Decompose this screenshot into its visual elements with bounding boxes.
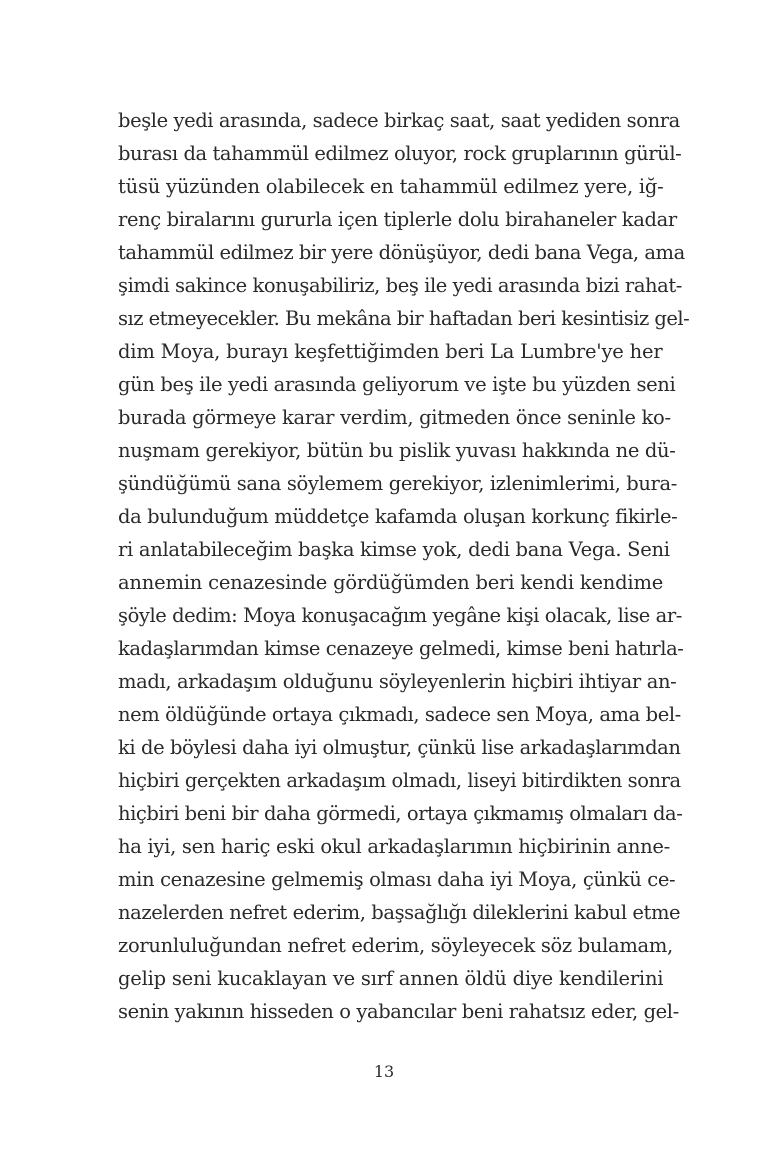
page-number: 13 bbox=[373, 1062, 395, 1081]
text-line: dim Moya, burayı keşfettiğimden beri La Lumbre'ye her bbox=[118, 340, 663, 363]
text-line: nuşmam gerekiyor, bütün bu pislik yuvası hakkında ne dü- bbox=[118, 439, 676, 462]
text-line: nazelerden nefret ederim, başsağlığı dileklerini kabul etme bbox=[118, 901, 681, 924]
text-line: nem öldüğünde ortaya çıkmadı, sadece sen Moya, ama bel- bbox=[118, 703, 681, 726]
text-line: sız etmeyecekler. Bu mekâna bir haftadan beri kesintisiz gel- bbox=[118, 307, 690, 330]
text-line: şöyle dedim: Moya konuşacağım yegâne kişi olacak, lise ar- bbox=[118, 604, 682, 627]
text-line: senin yakının hisseden o yabancılar beni rahatsız eder, gel- bbox=[118, 1000, 679, 1023]
text-line: ri anlatabileceğim başka kimse yok, dedi bana Vega. Seni bbox=[118, 538, 670, 561]
text-line: hiçbiri gerçekten arkadaşım olmadı, liseyi bitirdikten sonra bbox=[118, 769, 681, 792]
text-line: ki de böylesi daha iyi olmuştur, çünkü lise arkadaşlarımdan bbox=[118, 736, 681, 759]
text-line: madı, arkadaşım olduğunu söyleyenlerin hiçbiri ihtiyar an- bbox=[118, 670, 677, 693]
text-line: burası da tahammül edilmez oluyor, rock gruplarının gürül- bbox=[118, 142, 682, 165]
text-line: gün beş ile yedi arasında geliyorum ve işte bu yüzden seni bbox=[118, 373, 676, 396]
text-line: kadaşlarımdan kimse cenazeye gelmedi, kimse beni hatırla- bbox=[118, 637, 684, 660]
text-line: annemin cenazesinde gördüğümden beri kendi kendime bbox=[118, 571, 664, 594]
text-line: tüsü yüzünden olabilecek en tahammül edilmez yere, iğ- bbox=[118, 175, 664, 198]
text-line: beşle yedi arasında, sadece birkaç saat, saat yediden sonra bbox=[118, 109, 680, 132]
text-line: şimdi sakince konuşabiliriz, beş ile yedi arasında bizi rahat- bbox=[118, 274, 682, 297]
text-line: min cenazesine gelmemiş olması daha iyi Moya, çünkü ce- bbox=[118, 868, 676, 891]
text-line: hiçbiri beni bir daha görmedi, ortaya çıkmamış olmaları da- bbox=[118, 802, 683, 825]
text-line: gelip seni kucaklayan ve sırf annen öldü diye kendilerini bbox=[118, 967, 664, 990]
text-line: burada görmeye karar verdim, gitmeden önce seninle ko- bbox=[118, 406, 671, 429]
text-line: ha iyi, sen hariç eski okul arkadaşlarımın hiçbirinin anne- bbox=[118, 835, 670, 858]
text-line: şündüğümü sana söylemem gerekiyor, izlenimlerimi, bura- bbox=[118, 472, 677, 495]
text-line: zorunluluğundan nefret ederim, söyleyecek söz bulamam, bbox=[118, 934, 673, 957]
body-text bbox=[118, 104, 690, 1028]
text-line: tahammül edilmez bir yere dönüşüyor, dedi bana Vega, ama bbox=[118, 241, 685, 264]
text-line: renç biralarını gururla içen tiplerle dolu birahaneler kadar bbox=[118, 208, 677, 231]
text-line: da bulunduğum müddetçe kafamda oluşan korkunç fikirle- bbox=[118, 505, 678, 528]
